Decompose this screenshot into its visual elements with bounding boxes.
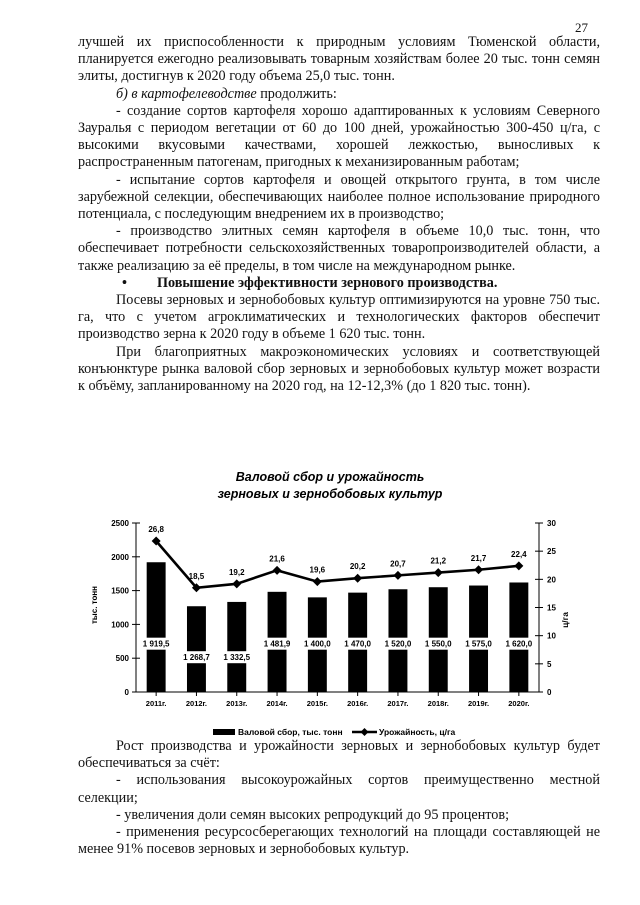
yield-point — [514, 561, 523, 570]
x-tick-label: 2016г. — [347, 699, 369, 708]
yield-value-label: 21,2 — [430, 556, 447, 566]
yield-point — [313, 577, 322, 586]
yield-value-label: 20,2 — [349, 562, 366, 572]
potato-item: - производство элитных семян картофеля в объеме 10,0 тыс. тонн, что обеспечивает потребности сельскохозяйственных товаропроизводителей области, а также реализацию за её пределы, в том числе на международном рынке. — [78, 223, 600, 274]
y-tick-right-label: 15 — [547, 603, 556, 613]
legend-line-marker — [361, 728, 369, 736]
plot-area — [111, 519, 556, 708]
y-tick-left-label: 500 — [115, 654, 129, 664]
yield-point — [232, 579, 241, 588]
legend-line-label: Урожайность, ц/га — [379, 727, 456, 737]
bar-value-label: 1 268,7 — [183, 653, 210, 663]
x-tick-label: 2018г. — [427, 699, 449, 708]
x-tick-label: 2019г. — [467, 699, 490, 708]
yield-point — [434, 568, 443, 577]
yield-value-label: 20,7 — [390, 559, 406, 569]
y-tick-left-label: 1000 — [111, 620, 129, 630]
potato-heading-rest: продолжить: — [256, 85, 337, 102]
legend-bar-swatch — [213, 729, 235, 735]
y-tick-left-label: 1500 — [111, 586, 129, 596]
y-tick-left-label: 2500 — [111, 519, 129, 528]
y-tick-right-label: 30 — [547, 519, 556, 528]
x-tick-label: 2020г. — [508, 699, 530, 708]
x-tick-label: 2014г. — [266, 699, 288, 708]
yield-value-label: 18,5 — [188, 571, 205, 581]
bullet-icon: • — [122, 274, 127, 291]
bar-value-label: 1 520,0 — [384, 639, 412, 649]
y-tick-left-label: 2000 — [111, 552, 129, 562]
yield-value-label: 22,4 — [511, 549, 527, 559]
potato-heading-italic: б) в картофелеводстве — [116, 85, 257, 102]
yield-value-label: 26,8 — [148, 525, 164, 535]
bar-value-label: 1 400,0 — [303, 639, 331, 649]
bar — [227, 602, 246, 692]
bar-value-label: 1 332,5 — [223, 653, 251, 663]
y-tick-right-label: 0 — [547, 688, 552, 697]
x-tick-label: 2011г. — [145, 699, 167, 708]
x-tick-label: 2015г. — [306, 699, 328, 708]
bar-value-label: 1 620,0 — [505, 639, 533, 649]
list-item: - применения ресурсосберегающих технологий на площади составляющей не менее 91% посевов зерновых и зернобобовых культур. — [78, 824, 600, 858]
bar — [187, 606, 206, 692]
list-item: - увеличения доли семян высоких репродукций до 95 процентов; — [116, 806, 510, 823]
chart-title-line2: зерновых и зернобобовых культур — [217, 487, 443, 501]
bar-value-label: 1 550,0 — [424, 639, 452, 649]
paragraph: лучшей их приспособленности к природным условиям Тюменской области, планируется ежегодно реализовывать товарным хозяйствам более 20 тыс. тонн семян элиты, достигнув к 2020 году объема 25,0 тыс. тонн. — [78, 34, 600, 85]
page-number: 27 — [575, 20, 588, 35]
yield-point — [353, 574, 362, 583]
y-tick-right-label: 5 — [547, 659, 552, 669]
x-tick-label: 2017г. — [387, 699, 409, 708]
yield-value-label: 21,7 — [470, 553, 487, 563]
y-tick-left-label: 0 — [124, 688, 129, 697]
yield-point — [273, 566, 282, 575]
chart-legend — [213, 727, 455, 737]
text-block-top — [78, 34, 600, 395]
bar — [147, 562, 166, 692]
yield-line — [156, 541, 519, 588]
grain-paragraph: Посевы зерновых и зернобобовых культур оптимизируются на уровне 750 тыс. га, что с учетом агроклиматических и технологических факторов обеспечит производство зерна к 2020 году в объеме 1 620 тыс. тонн. — [78, 292, 600, 343]
grain-heading — [78, 275, 600, 292]
potato-heading — [78, 86, 600, 103]
chart-title-line1: Валовой сбор и урожайность — [235, 470, 425, 484]
potato-item: - испытание сортов картофеля и овощей открытого грунта, в том числе зарубежной селекции, обеспечивающих наиболее полное использование природного потенциала, с последующим внедрением их в производство; — [78, 171, 600, 223]
yield-point — [393, 571, 402, 580]
y-tick-right-label: 25 — [547, 547, 556, 557]
potato-item: - создание сортов картофеля хорошо адаптированных к условиям Северного Зауралья с периодом вегетации от 60 до 100 дней, урожайностью 300-450 ц/га, с высокими вкусовыми качествами, хорошей лежкостью, выносливых к распространенным патогенам, пригодных к механизированным работам; — [78, 102, 600, 171]
x-tick-label: 2012г. — [185, 699, 208, 708]
grain-paragraph: При благоприятных макроэкономических условиях и соответствующей конъюнктуре рынка валовой сбор зерновых и зернобобовых культур может возрасти к объёму, запланированному на 2020 год, на 12-12,3% (до 1 820 тыс. тонн). — [78, 343, 600, 395]
y-tick-right-label: 20 — [547, 575, 556, 585]
x-tick-label: 2013г. — [226, 699, 248, 708]
yield-value-label: 21,6 — [269, 554, 285, 564]
grain-heading-text: Повышение эффективности зернового производства. — [157, 274, 498, 291]
paragraph: Рост производства и урожайности зерновых и зернобобовых культур будет обеспечиваться за счёт: — [78, 738, 600, 772]
y-tick-right-label: 10 — [547, 631, 556, 641]
bar-value-label: 1 919,5 — [142, 639, 170, 649]
bar-value-label: 1 575,0 — [465, 639, 492, 649]
text-block-bottom — [78, 738, 600, 858]
bar-value-label: 1 470,0 — [344, 639, 372, 649]
yield-value-label: 19,6 — [309, 565, 326, 575]
yield-value-label: 19,2 — [228, 567, 245, 577]
list-item: - использования высокоурожайных сортов преимущественно местной селекции; — [78, 772, 600, 806]
y-axis-left-label: тыс. тонн — [90, 585, 99, 625]
legend-bar-label: Валовой сбор, тыс. тонн — [238, 727, 343, 737]
bar — [509, 582, 528, 692]
yield-point — [474, 565, 483, 574]
bar-value-label: 1 481,9 — [263, 639, 291, 649]
harvest-chart — [80, 465, 570, 737]
y-axis-right-label: ц/га — [560, 612, 570, 628]
